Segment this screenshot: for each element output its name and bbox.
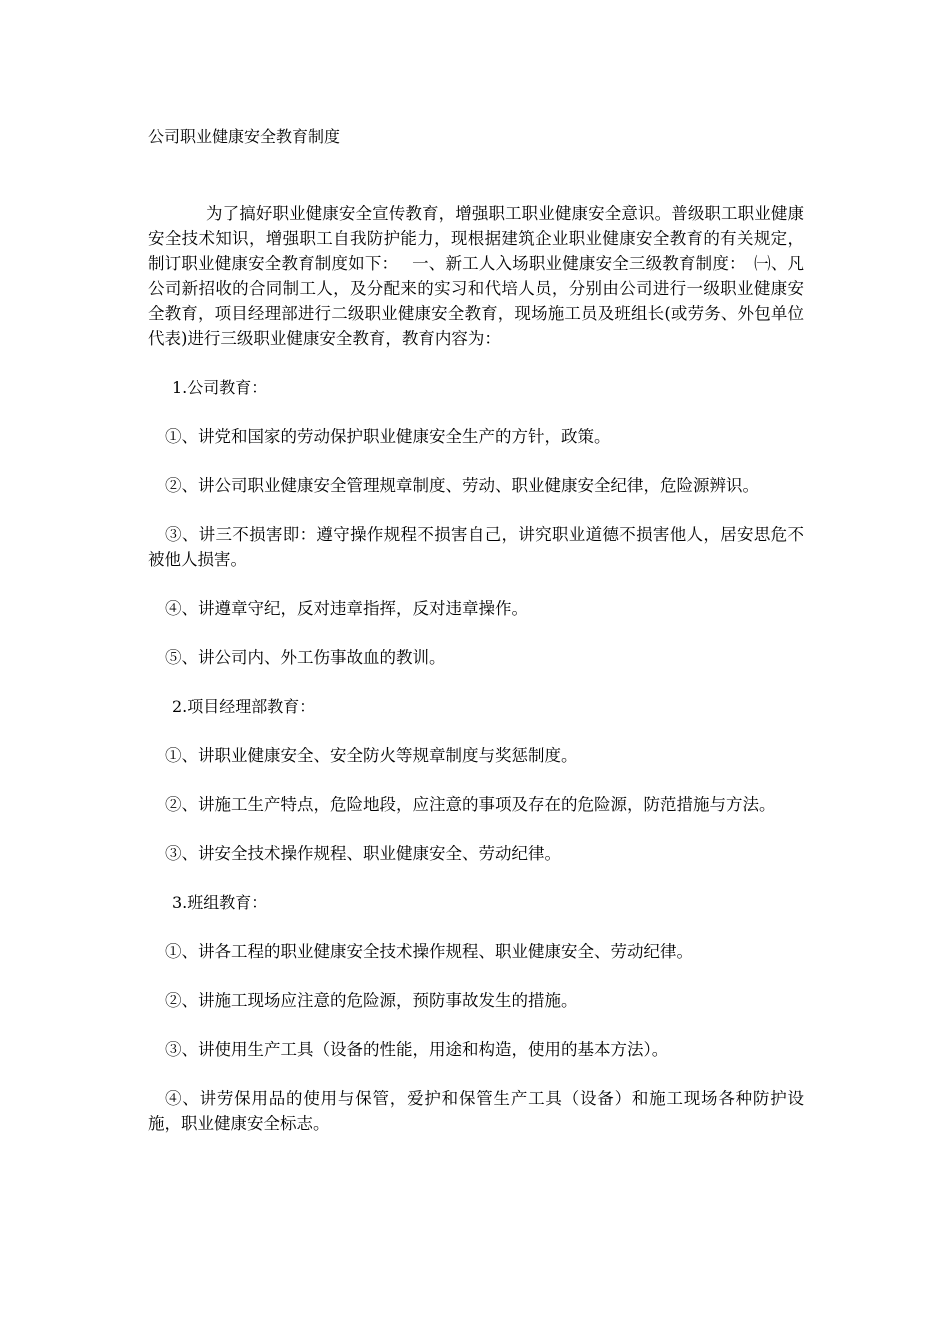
list-item: ④、讲遵章守纪，反对违章指挥，反对违章操作。 — [165, 599, 528, 618]
list-item: ③、讲安全技术操作规程、职业健康安全、劳动纪律。 — [165, 844, 561, 863]
list-item: ②、讲施工生产特点，危险地段，应注意的事项及存在的危险源，防范措施与方法。 — [165, 795, 776, 814]
list-item: ②、讲施工现场应注意的危险源，预防事故发生的措施。 — [165, 991, 578, 1010]
intro-paragraph: 为了搞好职业健康安全宣传教育，增强职工职业健康安全意识。普级职工职业健康安全技术知识，增强职工自我防护能力，现根据建筑企业职业健康安全教育的有关规定，制订职业健康安全教育制度如下： 一、新工人入场职业健康安全三级教育制度： ㈠、凡公司新招收的合同制工人，及分配来的实习和代培人员，分别由公司进行一级职业健康安全教育，项目经理部进行二级职业健康安全教育，现场施工员及班组长(或劳务、外包单位代表)进行三级职业健康安全教育，教育内容为： — [148, 204, 804, 348]
document-title: 公司职业健康安全教育制度 — [148, 127, 341, 146]
list-item: ④、讲劳保用品的使用与保管，爱护和保管生产工具（设备）和施工现场各种防护设施，职业健康安全标志。 — [148, 1089, 804, 1133]
list-item: ⑤、讲公司内、外工伤事故血的教训。 — [165, 648, 446, 667]
list-item: ②、讲公司职业健康安全管理规章制度、劳动、职业健康安全纪律，危险源辨识。 — [165, 476, 759, 495]
list-item: ③、讲三不损害即：遵守操作规程不损害自己，讲究职业道德不损害他人，居安思危不被他人损害。 — [148, 525, 804, 569]
section-heading-team: 3.班组教育： — [172, 893, 268, 912]
list-item: ①、讲党和国家的劳动保护职业健康安全生产的方针，政策。 — [165, 427, 611, 446]
section-heading-company: 1.公司教育： — [172, 378, 268, 397]
document-body — [148, 125, 804, 1136]
list-item: ③、讲使用生产工具（设备的性能，用途和构造，使用的基本方法）。 — [165, 1040, 669, 1059]
section-heading-project: 2.项目经理部教育： — [172, 697, 316, 716]
list-item: ①、讲各工程的职业健康安全技术操作规程、职业健康安全、劳动纪律。 — [165, 942, 693, 961]
list-item: ①、讲职业健康安全、安全防火等规章制度与奖惩制度。 — [165, 746, 578, 765]
